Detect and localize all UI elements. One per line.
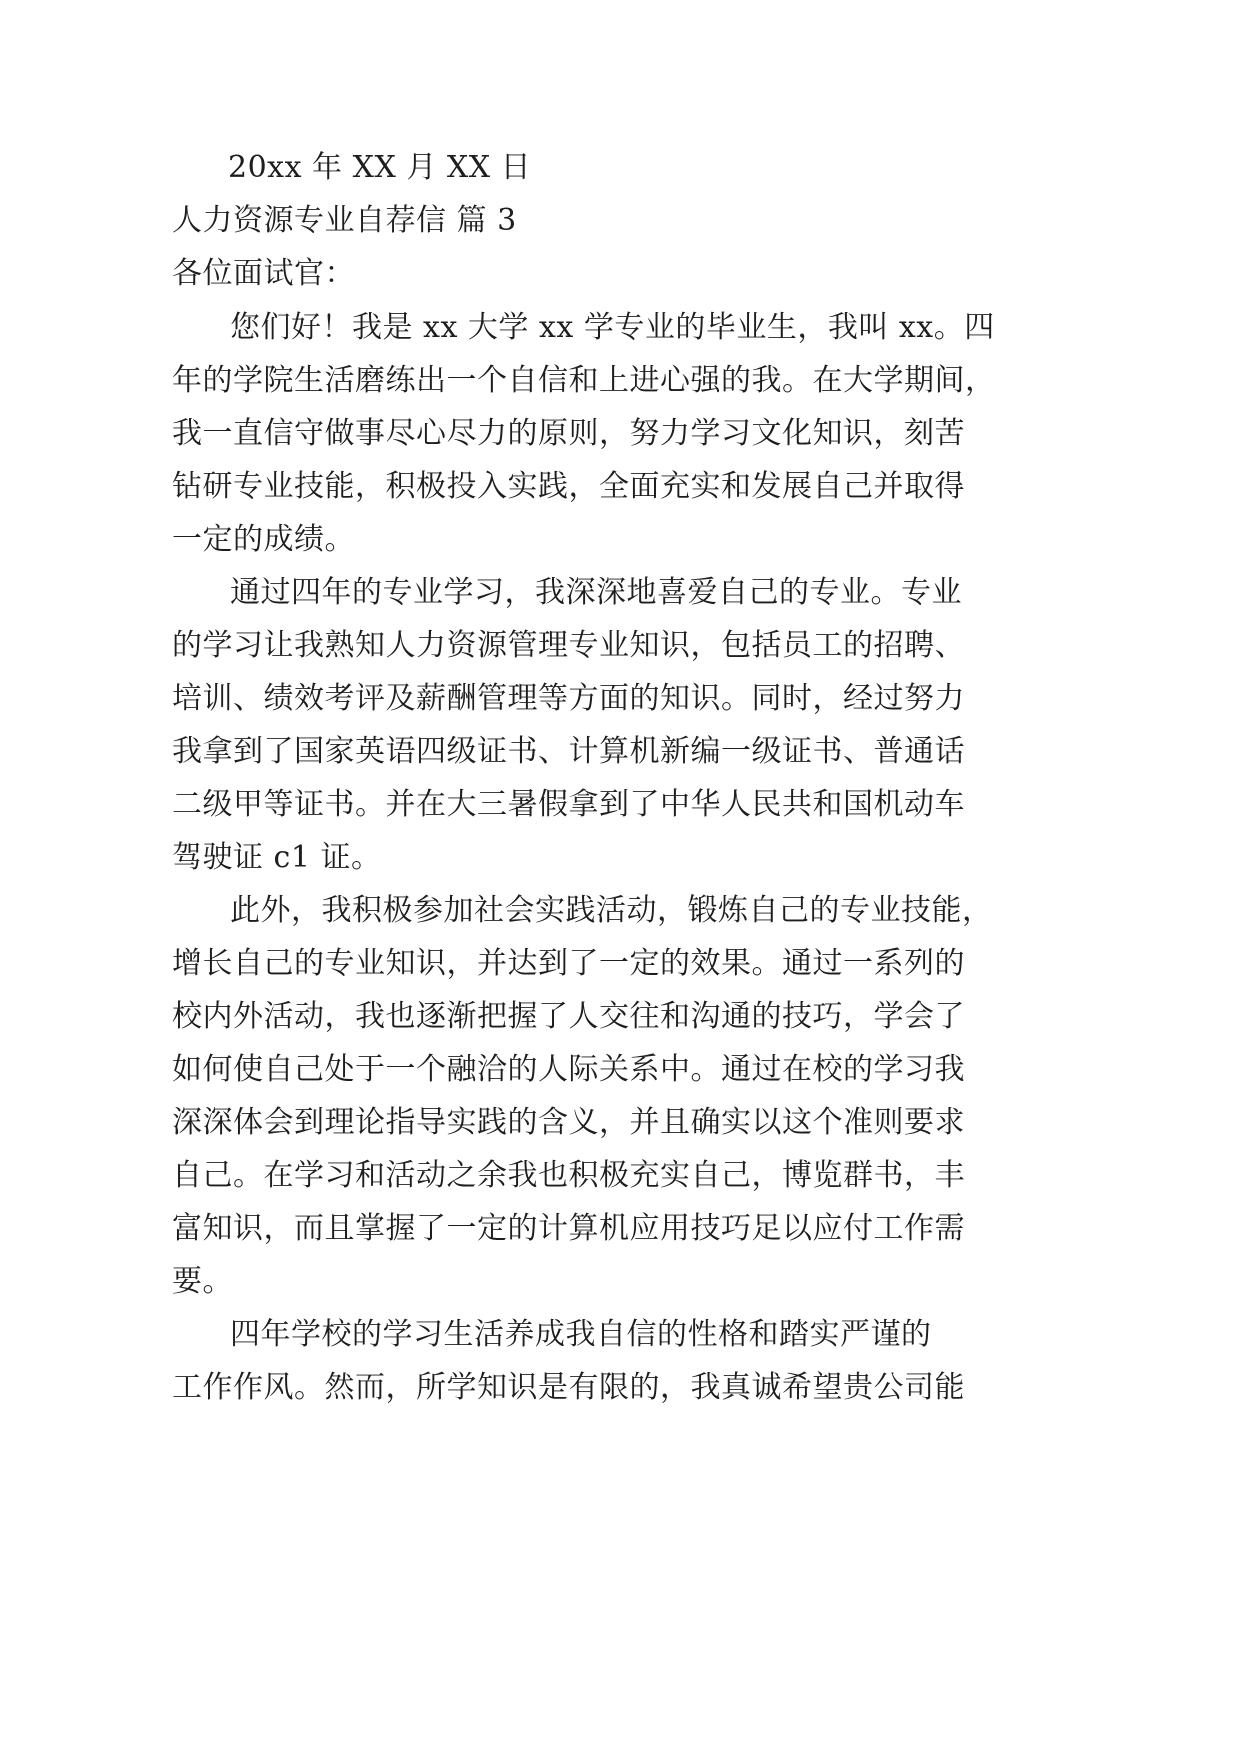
paragraph-1-line-3: 我一直信守做事尽心尽力的原则，努力学习文化知识，刻苦 [172,416,965,451]
date-line: 20xx 年 XX 月 XX 日 [228,150,532,185]
paragraph-3-line-7: 富知识，而且掌握了一定的计算机应用技巧足以应付工作需 [172,1211,965,1246]
paragraph-2-line-3: 培训、绩效考评及薪酬管理等方面的知识。同时，经过努力 [172,681,965,716]
paragraph-1-line-2: 年的学院生活磨练出一个自信和上进心强的我。在大学期间， [172,363,996,398]
paragraph-4-line-2: 工作作风。然而，所学知识是有限的，我真诚希望贵公司能 [172,1370,965,1405]
paragraph-2-line-2: 的学习让我熟知人力资源管理专业知识，包括员工的招聘、 [172,628,965,663]
paragraph-4-line-1: 四年学校的学习生活养成我自信的性格和踏实严谨的 [230,1317,932,1352]
paragraph-1-line-4: 钻研专业技能，积极投入实践，全面充实和发展自己并取得 [172,469,965,504]
paragraph-1-line-1: 您们好！我是 xx 大学 xx 学专业的毕业生，我叫 xx。四 [230,310,995,345]
paragraph-3-line-1: 此外，我积极参加社会实践活动，锻炼自己的专业技能， [230,893,993,928]
paragraph-3-line-5: 深深体会到理论指导实践的含义，并且确实以这个准则要求 [172,1105,965,1140]
paragraph-2-line-5: 二级甲等证书。并在大三暑假拿到了中华人民共和国机动车 [172,787,965,822]
paragraph-2-line-4: 我拿到了国家英语四级证书、计算机新编一级证书、普通话 [172,734,965,769]
paragraph-1-line-5: 一定的成绩。 [172,522,355,557]
paragraph-3-line-6: 自己。在学习和活动之余我也积极充实自己，博览群书，丰 [172,1158,965,1193]
document-title: 人力资源专业自荐信 篇 3 [172,203,517,238]
paragraph-3-line-8: 要。 [172,1264,233,1299]
paragraph-2-line-6: 驾驶证 c1 证。 [172,840,382,875]
paragraph-2-line-1: 通过四年的专业学习，我深深地喜爱自己的专业。专业 [230,575,962,610]
paragraph-3-line-4: 如何使自己处于一个融洽的人际关系中。通过在校的学习我 [172,1052,965,1087]
salutation: 各位面试官： [172,256,355,291]
paragraph-3-line-2: 增长自己的专业知识，并达到了一定的效果。通过一系列的 [172,946,965,981]
paragraph-3-line-3: 校内外活动，我也逐渐把握了人交往和沟通的技巧，学会了 [172,999,965,1034]
